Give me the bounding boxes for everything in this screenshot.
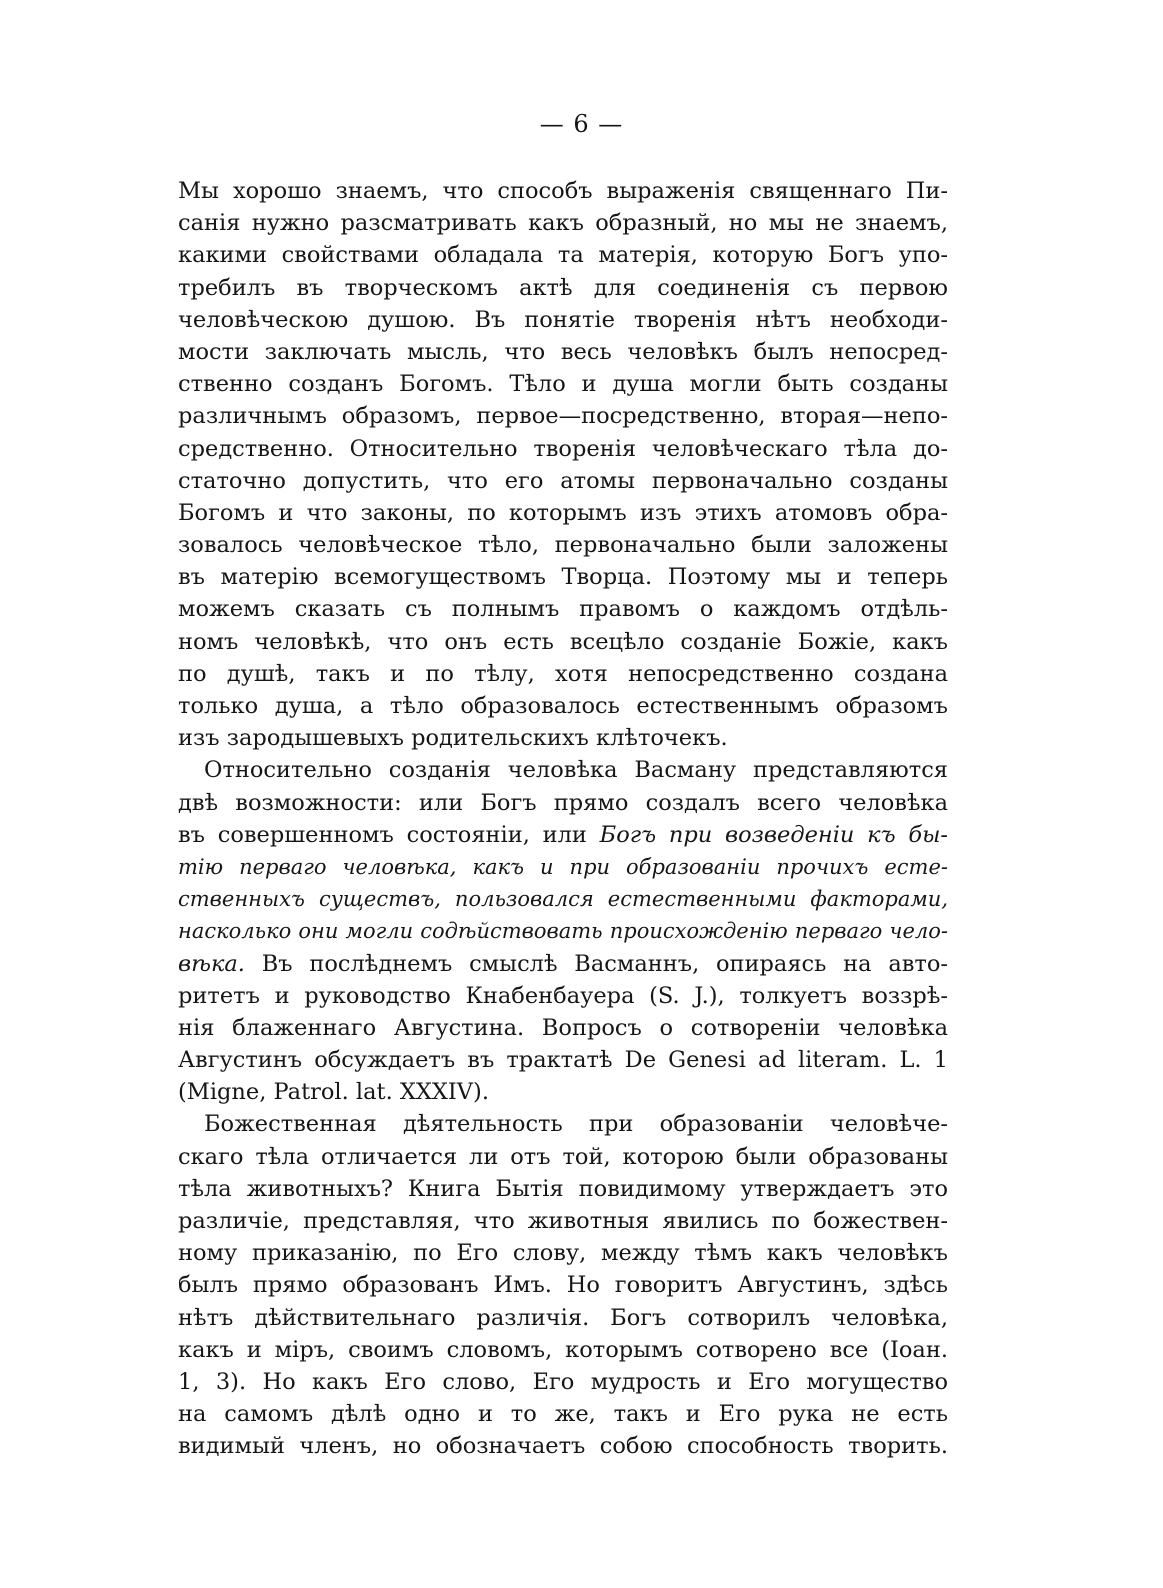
text-line-mixed xyxy=(178,948,948,980)
text-line: ственно созданъ Богомъ. Тѣло и душа могли быть созданы xyxy=(178,371,948,398)
text-line-italic xyxy=(178,915,948,947)
text-line-italic xyxy=(178,851,948,883)
text-line: какими свойствами обладала та матерія, которую Богъ упо- xyxy=(178,242,948,269)
text-line: въ матерію всемогуществомъ Творца. Поэтому мы и теперь xyxy=(178,564,948,591)
text-line: нія блаженнаго Августина. Вопросъ о сотвореніи человѣка xyxy=(178,1014,948,1041)
text-line-mixed xyxy=(178,819,948,851)
text-line: скаго тѣла отличается ли отъ той, которою были образованы xyxy=(178,1143,948,1170)
text-line: Божественная дѣятельность при образованіи человѣче- xyxy=(204,1111,948,1138)
text-italic: насколько они могли содѣйствовать происхожденію перваго чело- xyxy=(178,919,948,944)
text-line: Мы хорошо знаемъ, что способъ выраженія священнаго Пи- xyxy=(178,178,948,204)
body-text xyxy=(178,175,948,1463)
text-line: мости заключать мысль, что весь человѣкъ былъ непосред- xyxy=(178,338,948,365)
text-line: ритетъ и руководство Кнабенбауера (S. J.), толкуетъ воззрѣ- xyxy=(178,982,948,1009)
text-line: Богомъ и что законы, по которымъ изъ этихъ атомовъ обра- xyxy=(178,499,948,526)
text-line: ному приказанію, по Его слову, между тѣмъ какъ человѣкъ xyxy=(178,1240,948,1267)
paragraph-1 xyxy=(178,175,948,754)
text-line: средственно. Относительно творенія человѣческаго тѣла до- xyxy=(178,435,948,462)
text-roman: Въ послѣднемъ смыслѣ Васманнъ, опираясь на авто- xyxy=(261,950,948,977)
text-line: человѣческою душою. Въ понятіе творенія нѣтъ необходи- xyxy=(178,306,948,333)
text-line: санія нужно разсматривать какъ образный, но мы не знаемъ, xyxy=(178,210,948,237)
text-roman: въ совершенномъ состояніи, или xyxy=(178,821,587,848)
paragraph-2 xyxy=(178,754,948,1108)
text-line: зовалось человѣческое тѣло, первоначально были заложены xyxy=(178,532,948,559)
text-line-italic xyxy=(178,883,948,915)
text-line: нѣтъ дѣйствительнаго различія. Богъ сотворилъ человѣка, xyxy=(178,1304,948,1331)
text-line: можемъ сказать съ полнымъ правомъ о каждомъ отдѣль- xyxy=(178,596,948,623)
text-line: видимый членъ, но обозначаетъ собою способность творить. xyxy=(178,1433,948,1460)
text-line: (Migne, Patrol. lat. XXXIV). xyxy=(178,1079,489,1106)
text-line: изъ зародышевыхъ родительскихъ клѣточекъ. xyxy=(178,725,728,752)
text-line: тѣла животныхъ? Книга Бытія повидимому утверждаетъ это xyxy=(178,1175,948,1202)
text-line: только душа, а тѣло образовалось естественнымъ образомъ xyxy=(178,693,948,719)
text-line: по душѣ, такъ и по тѣлу, хотя непосредственно создана xyxy=(178,660,948,687)
paragraph-3 xyxy=(178,1108,948,1462)
text-line: былъ прямо образованъ Имъ. Но говоритъ Августинъ, здѣсь xyxy=(178,1272,948,1299)
text-line: Августинъ обсуждаетъ въ трактатѣ De Genesi ad literam. L. 1 xyxy=(178,1047,948,1074)
text-italic: вѣка. xyxy=(178,950,245,977)
text-italic: тію перваго человѣка, какъ и при образованіи прочихъ есте- xyxy=(178,854,948,879)
page-number: — 6 — xyxy=(539,110,624,138)
text-line: различіе, представляя, что животныя явились по божествен- xyxy=(178,1208,948,1234)
text-line: статочно допустить, что его атомы первоначально созданы xyxy=(178,467,948,494)
text-line: двѣ возможности: или Богъ прямо создалъ всего человѣка xyxy=(178,789,948,816)
text-line: различнымъ образомъ, первое—посредственно, вторая—непо- xyxy=(178,403,948,430)
text-line: на самомъ дѣлѣ одно и то же, такъ и Его рука не есть xyxy=(178,1401,948,1428)
text-italic: ственныхъ существъ, пользовался естественными факторами, xyxy=(178,887,948,912)
text-line: какъ и міръ, своимъ словомъ, которымъ сотворено все (Іоан. xyxy=(178,1336,948,1363)
text-line: Относительно созданія человѣка Васману представляются xyxy=(204,757,948,784)
text-line: номъ человѣкѣ, что онъ есть всецѣло созданіе Божіе, какъ xyxy=(178,628,948,655)
text-italic: Богъ при возведеніи къ бы- xyxy=(599,821,948,848)
text-line: 1, 3). Но какъ Его слово, Его мудрость и Его могущество xyxy=(178,1368,948,1395)
text-line: требилъ въ творческомъ актѣ для соединенія съ первою xyxy=(178,274,948,301)
